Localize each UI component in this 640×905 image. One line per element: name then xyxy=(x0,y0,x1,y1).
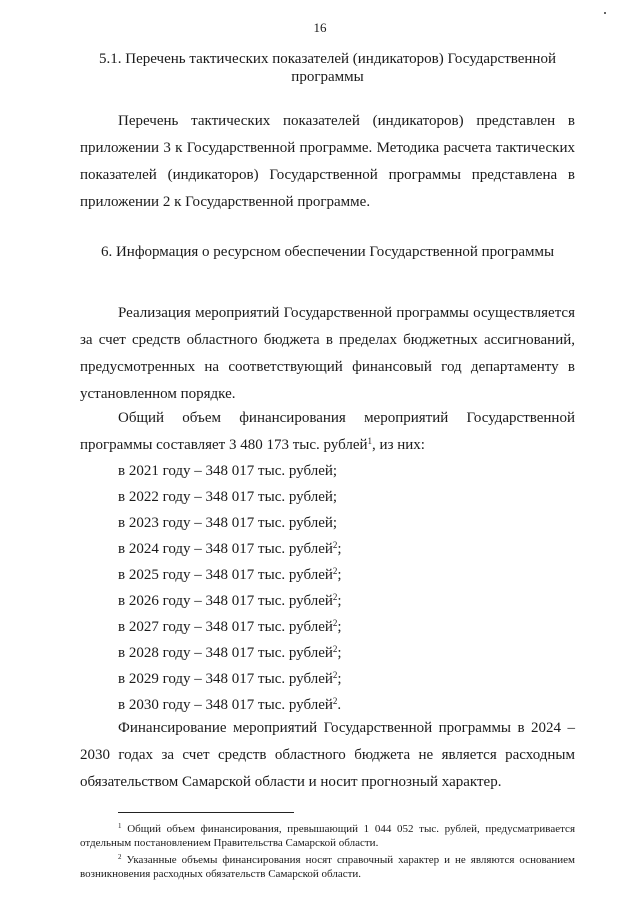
total-funding-text: Общий объем финансирования мероприятий Государственной программы составляет 3 480 173 тыс. рублей xyxy=(80,410,575,453)
footnote-ref-2: 2 xyxy=(332,566,338,576)
footnote-text: Указанные объемы финансирования носят справочный характер и не являются основанием возникновения расходных обязательств Самарской области. xyxy=(80,854,576,880)
footnote-ref-2: 2 xyxy=(332,618,338,628)
section-5-1-paragraph: Перечень тактических показателей (индикаторов) представлен в приложении 3 к Государственной программе. Методика расчета тактических показателей (индикаторов) Государственной программы представлена в приложении 2 к Государственной программе. xyxy=(80,113,575,210)
section-6-paragraph-1: Реализация мероприятий Государственной программы осуществляется за счет средств областного бюджета в пределах бюджетных ассигнований, предусмотренных на соответствующий финансовый год департаменту в установленном порядке. xyxy=(80,305,575,402)
footnote-mark: 2 xyxy=(118,853,122,861)
year-funding-end: . xyxy=(337,697,342,713)
footnote-1 xyxy=(80,822,575,850)
year-funding-end: ; xyxy=(337,671,342,687)
footnote-mark: 1 xyxy=(118,822,122,830)
year-funding-item xyxy=(118,484,342,510)
footnote-ref-2: 2 xyxy=(332,644,338,654)
footnote-ref-2: 2 xyxy=(332,592,338,602)
year-funding-text: в 2027 году – 348 017 тыс. рублей xyxy=(118,619,333,635)
year-funding-text: в 2029 году – 348 017 тыс. рублей xyxy=(118,671,333,687)
year-funding-end: ; xyxy=(332,489,338,505)
year-funding-end: ; xyxy=(332,463,338,479)
year-funding-end: ; xyxy=(332,515,338,531)
year-funding-text: в 2026 году – 348 017 тыс. рублей xyxy=(118,593,333,609)
total-funding-tail: , из них: xyxy=(372,437,425,453)
footnotes xyxy=(80,822,575,884)
footnote-ref-2: 2 xyxy=(332,540,338,550)
section-5-1-heading: 5.1. Перечень тактических показателей (индикаторов) Государственной программы xyxy=(99,51,556,85)
section-6-paragraph-2 xyxy=(80,405,575,459)
year-funding-end: ; xyxy=(337,541,342,557)
year-funding-text: в 2023 году – 348 017 тыс. рублей xyxy=(118,515,333,531)
footnote-ref-2: 2 xyxy=(332,670,338,680)
section-6-heading: 6. Информация о ресурсном обеспечении Государственной программы xyxy=(100,244,555,260)
year-funding-end: ; xyxy=(337,645,342,661)
scan-speck xyxy=(604,12,606,14)
year-funding-text: в 2024 году – 348 017 тыс. рублей xyxy=(118,541,333,557)
year-funding-item xyxy=(118,614,342,640)
footnote-text: Общий объем финансирования, превышающий 1 044 052 тыс. рублей, предусматривается отдельным постановлением Правительства Самарской области. xyxy=(80,823,576,849)
year-funding-item xyxy=(118,640,342,666)
year-funding-item xyxy=(118,510,342,536)
year-funding-item xyxy=(118,666,342,692)
year-funding-end: ; xyxy=(337,593,342,609)
year-funding-item xyxy=(118,536,342,562)
footnote-ref-2: 2 xyxy=(332,696,338,706)
yearly-funding-list xyxy=(118,458,342,718)
year-funding-item xyxy=(118,562,342,588)
year-funding-end: ; xyxy=(337,567,342,583)
year-funding-item xyxy=(118,588,342,614)
section-6-paragraph-3: Финансирование мероприятий Государственной программы в 2024 – 2030 годах за счет средств областного бюджета не является расходным обязательством Самарской области и носит прогнозный характер. xyxy=(80,720,575,790)
page-number: 16 xyxy=(313,20,327,35)
year-funding-item xyxy=(118,458,342,484)
year-funding-end: ; xyxy=(337,619,342,635)
year-funding-text: в 2021 году – 348 017 тыс. рублей xyxy=(118,463,333,479)
footnote-ref-1: 1 xyxy=(367,436,373,446)
year-funding-text: в 2028 году – 348 017 тыс. рублей xyxy=(118,645,333,661)
footnote-divider xyxy=(118,812,294,813)
year-funding-text: в 2022 году – 348 017 тыс. рублей xyxy=(118,489,333,505)
year-funding-text: в 2025 году – 348 017 тыс. рублей xyxy=(118,567,333,583)
year-funding-text: в 2030 году – 348 017 тыс. рублей xyxy=(118,697,333,713)
footnote-2 xyxy=(80,853,575,881)
